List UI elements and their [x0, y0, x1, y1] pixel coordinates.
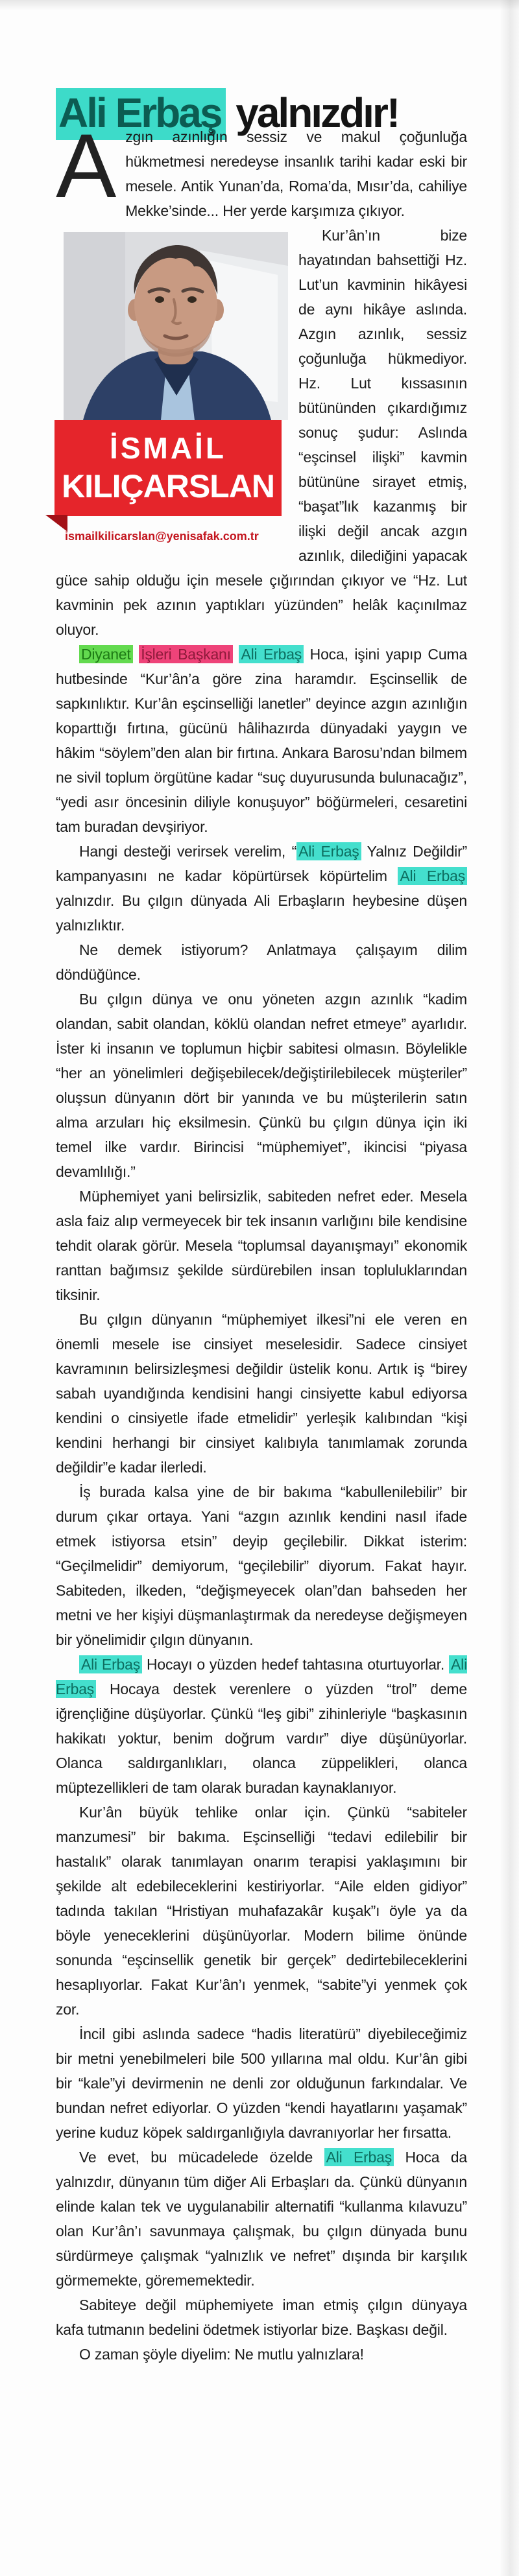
scan-edge-shadow-top	[0, 0, 519, 10]
author-first-name: İSMAİL	[110, 431, 226, 465]
article-body	[56, 115, 468, 2367]
paragraph: Bu çılgın dünyanın “müphemiyet ilkesi”ni ele veren en önemli mesele ise cinsiyet meselesidir. Sadece cinsiyet kavramının belirsizleşmesi değildir üstelik konu. Artık iş “birey sabah uyandığında kendisini hangi cinsiyette kabul ediyorsa kendini o cinsiyetle ifade etmelidir” yerleşik kalıbından “kişi kendini herhangi bir cinsiyet kalıbıyla tanımlamak zorunda değildir”e kadar ilerledi.	[56, 1311, 467, 1476]
paragraph: Bu çılgın dünya ve onu yöneten azgın azınlık “kadim olandan, sabit olandan, köklü olandan nefret etmeye” ayarlıdır. İster ki insanın ve toplumun hiçbir sabitesi olmasın. Böylelikle “her an yönelimleri değişebilecek/değiştirilebilecek müşteriler” oluşsun dünyanın dört bir yanında ve bu müşterilerin satın alma arzuları hiç eksilmesin. Çünkü bu çılgın dünya için iki temel ilke vardır. Birincisi “müphemiyet”, ikincisi “piyasa devamlılığı.”	[56, 991, 467, 1180]
scan-edge-shadow-right	[500, 0, 519, 2576]
author-photo-block	[56, 232, 288, 549]
author-last-name: KILIÇARSLAN	[62, 468, 274, 504]
paragraph: Kur’ân büyük tehlike onlar için. Çünkü “sabiteler manzumesi” bir bakıma. Eşcinselliği “tedavi edilebilir bir hastalık” olarak tanımlayan onarım terapisi yaklaşımını bir şekilde alt edebileceklerini kestiriyorlar. “Aile elden gidiyor” tadında takılan “Hristiyan muhafazakâr kuşak”ı öyle ya da böyle yeneceklerini düşünüyorlar. Modern bilime önünde sonunda “eşcinsellik genetik bir gerçek” dedirtebileceklerini hesaplıyorlar. Fakat Kur’ân’ı yenmek, “sabite”yi yenmek çok zor.	[56, 1804, 467, 2018]
paragraph: İncil gibi aslında sadece “hadis literatürü” diyebileceğimiz bir metni yenebilmeleri bile 500 yıllarına mal oldu. Kur’ân gibi bir “kale”yi devirmenin ne denli zor olduğunun farkındalar. Ve bundan nefret ediyorlar. O yüzden “kendi hayatlarını yaşamak” yerine kuduz köpek saldırganlığıyla davranıyorlar her fırsatta.	[56, 2026, 467, 2141]
entity-highlight-teal: Ali Erbaş	[296, 842, 361, 860]
paragraph: Sabiteye değil müphemiyete iman etmiş çılgın dünyaya kafa tutmanın bedelini ödetmek istiyorlar bize. Başkası değil.	[56, 2297, 467, 2338]
entity-highlight-teal: Ali Erbaş	[79, 1655, 142, 1673]
paragraph: Ve evet, bu mücadelede özelde Ali Erbaş Hoca da yalnızdır, dünyanın tüm diğer Ali Erbaşları da. Çünkü dünyanın elinde kalan tek ve uygulanabilir alternatifi “kullanma kılavuzu” olan Kur’ân’ı savunmaya çalışmak, bu çılgın dünyada bunu sürdürmeye çalışmak “yalnızlık ve nefret” dışında bir karşılık görmemekte, görememektedir.	[56, 2149, 467, 2289]
paragraph: Hangi desteği verirsek verelim, “ Ali Erbaş Yalnız Değildir” kampanyasını ne kadar köpürtürsek köpürtelim Ali Erbaş yalnızdır. Bu çılgın dünyada Ali Erbaşların heybesine düşen yalnızlıktır.	[56, 843, 468, 934]
paragraph: O zaman şöyle diyelim: Ne mutlu yalnızlara!	[79, 2346, 364, 2363]
entity-highlight-teal: Ali Erbaş	[56, 1656, 467, 1697]
headline-highlighted-name: Ali Erbaş	[56, 88, 226, 140]
author-email: ismailkilicarslan@yenisafak.com.tr	[65, 530, 259, 543]
author-nameplate	[54, 420, 282, 516]
dropcap-letter: A	[56, 115, 117, 217]
paragraph: İş burada kalsa yine de bir bakıma “kabullenilebilir” bir durum çıkar ortaya. Yani “azgın azınlık kendini nasıl ifade etmek istiyorsa etsin” deyip geçilebilir. Dikkat isterim: “Geçilmelidir” demiyorum, “geçilebilir” diyorum. Fakat hayır. Sabiteden, ilkeden, “değişmeyecek olan”dan bahseden her metni ve her kişiyi düşmanlaştırmak da neredeyse değişmeyen bir yönelimidir çılgın dünyanın.	[56, 1483, 467, 1648]
nameplate-ribbon-fold	[45, 515, 67, 532]
paragraph: Müphemiyet yani belirsizlik, sabiteden nefret eder. Mesela asla faiz alıp vermeyecek bir tek insanın varlığını bile kendisine tehdit olarak görür. Mesela “toplumsal dayanışmayı” ekonomik ranttan bağımsız şekilde sürdürebilen insan topluluklarından tiksinir.	[56, 1188, 467, 1303]
entity-highlight-teal: Ali Erbaş	[398, 867, 467, 885]
entity-highlight-pink: İşleri Başkanı	[139, 645, 233, 663]
paragraph: Ne demek istiyorum? Anlatmaya çalışayım dilim döndüğünce.	[56, 941, 467, 983]
author-portrait-photo	[64, 232, 288, 420]
entity-highlight-green: Diyanet	[79, 645, 133, 663]
entity-highlight-teal: Ali Erbaş	[324, 2148, 394, 2166]
lead-paragraph: Azgın azınlığın sessiz ve makul çoğunluğa hükmetmesi neredeyse insanlık tarihi kadar eski bir mesele. Antik Yunan’da, Roma’da, Mısır’da, cahiliye Mekke’sinde... Her yerde karşımıza çıkıyor.	[56, 115, 467, 219]
paragraph: Diyanet İşleri Başkanı Ali Erbaş Hoca, işini yapıp Cuma hutbesinde “Kur’ân’a göre zina haramdır. Eşcinsellik de sapkınlıktır. Kur’ân eşcinselliği lanetler” deyince azgın azınlığın koparttığı fırtına, gücünü hâlihazırda dünyadaki yaygın ve hâkim “söylem”den alan bir fırtına. Ankara Barosu’ndan bilmem ne sivil toplum örgütüne kadar “suç duyurusunda bulunacağız”, “yedi asır öncesinin diliyle konuşuyor” böğürmeleri, cesaretini tam buradan devşiriyor.	[56, 646, 467, 835]
entity-highlight-teal: Ali Erbaş	[239, 645, 304, 663]
headline-rest: yalnızdır!	[226, 89, 399, 136]
paragraph: Ali Erbaş Hocayı o yüzden hedef tahtasına oturtuyorlar. Ali Erbaş Hocaya destek verenlere o yüzden “trol” deme iğrençliğine düşüyorlar. Çünkü “leş gibi” zihinleriyle “başkasının hakikatı yoktur, benim doğrum vardır” diye düşünüyorlar. Olanca saldırganlıkları, olanca züppelikleri, olanca müptezellikleri de tam olarak buradan kaynaklanıyor.	[56, 1656, 467, 1796]
paragraph: Kur’ân’ın bize hayatından bahsettiği Hz. Lut’un kavminin hikâyesi de aynı hikâye aslında. Azgın azınlık, sessiz çoğunluğa hükmediyor. Hz. Lut kıssasının bütününden çıkardığımız sonuç şudur: Aslında “eşcinsel ilişki” kavmin bütününe sirayet etmiş, “başat”lık kazanmış bir ilişki değil ancak azgın azınlık, dilediğini yapacak güce sahip olduğu için mesele çığırından çıkıyor ve “Hz. Lut kavminin pek azının yaptıkları yüzünden” helâk kaçınılmaz oluyor.	[56, 227, 467, 638]
